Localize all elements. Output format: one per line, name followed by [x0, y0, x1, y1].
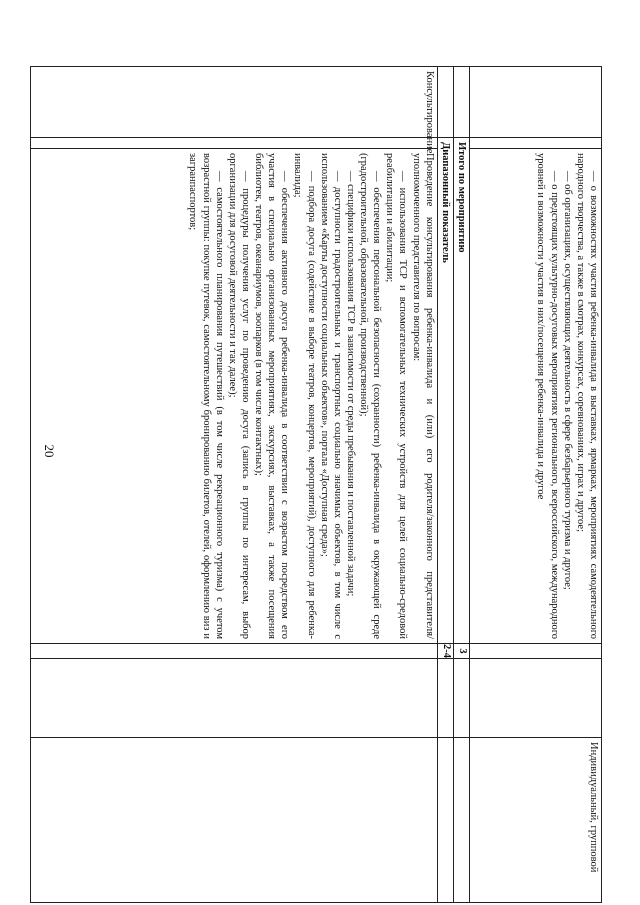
- count-cell: [31, 644, 438, 659]
- gap-cell: [470, 659, 602, 738]
- form-cell: [31, 738, 438, 903]
- table-row-total: [453, 67, 469, 903]
- list-item: — использования ТСР и вспомогательных технических устройств для целей социально-средовой реабилитации и абилитации;: [384, 153, 409, 639]
- gap-cell: [437, 659, 453, 738]
- range-value: 2-4: [437, 644, 453, 659]
- consulting-intro: Проведение консультирования ребенка-инвалида и (или) его родителя/законного представителя/уполномоченного представителя по вопросам:: [410, 153, 435, 639]
- table-row-continuation: [470, 67, 602, 903]
- total-value: 3: [453, 644, 469, 659]
- page-number: 20: [42, 444, 57, 458]
- total-label: Итого по мероприятию: [453, 138, 469, 644]
- range-label: Диапазонный показатель: [437, 138, 453, 644]
- count-cell: [470, 644, 602, 659]
- service-type-cell: [470, 67, 602, 138]
- service-type-consulting: Консультирование: [31, 67, 438, 138]
- gap-cell: [453, 659, 469, 738]
- form-cell: [437, 738, 453, 903]
- list-item: — об организациях, осуществляющих деятельность в сфере безбарьерного туризма и другое;: [561, 171, 573, 590]
- list-item: — доступности градостроительных и транспортных социально значимых объектов, в том числе с использованием «Карты доступности социальных объектов», портала «Доступная среда»;: [318, 153, 343, 639]
- list-item: — самостоятельного планирования путешествий (в том числе рекреационного туризма) с учетом возрастной группы: покупке путевок, самостоятельному бронированию билетов, отелей, оформлению виз и загранпаспортов;: [187, 153, 225, 639]
- spacer-cell: [470, 138, 602, 149]
- service-type-cell: [437, 67, 453, 138]
- table-row-range: [437, 67, 453, 903]
- list-item: — о предстоящих культурно-досуговых мероприятиях регионального, всероссийского, международного уровней и возможности участия в них/посещения ребенка-инвалида и другое: [535, 153, 560, 639]
- form-cell: Индивидуальный, групповой: [470, 738, 602, 903]
- spacer-cell: [31, 138, 438, 149]
- table-row-consulting: [31, 67, 438, 903]
- gap-cell: [31, 659, 438, 738]
- rotated-page-content: [30, 66, 602, 902]
- list-item: — подбора досуга (содействие в выборе театров, концертов, мероприятий), доступного для ребенка-инвалида;: [292, 153, 317, 639]
- service-type-cell: [453, 67, 469, 138]
- services-table: [30, 66, 602, 903]
- list-item: — специфики использования ТСР в зависимости от среды пребывания и поставленной задачи;: [345, 171, 356, 597]
- list-item: — о возможностях участия ребенка-инвалида в выставках, ярмарках, мероприятиях самодеятельного народного творчества, а также в смотрах, конкурсах, соревнованиях, играх и другое;: [574, 153, 599, 639]
- list-item: — процедуры получения услуг по проведению досуга (запись в группы по интересам, выбор организации для досуговой деятельности и так далее);: [226, 153, 251, 639]
- list-item: — обеспечения активного досуга ребенка-инвалида в соответствии с возрастом посредством его участия в специально организованных мероприятиях, экскурсиях, выставках, а также посещения библиотек, театров, океанариумов, зоопарков (в том числе контактных);: [253, 153, 291, 639]
- description-cell: [31, 149, 438, 644]
- form-cell: [453, 738, 469, 903]
- list-item: — обеспечения персональной безопасности (сохранности) ребенка-инвалида в окружающей среде (градостроительной, образовательной, производственной);: [358, 153, 383, 639]
- description-cell: [470, 149, 602, 644]
